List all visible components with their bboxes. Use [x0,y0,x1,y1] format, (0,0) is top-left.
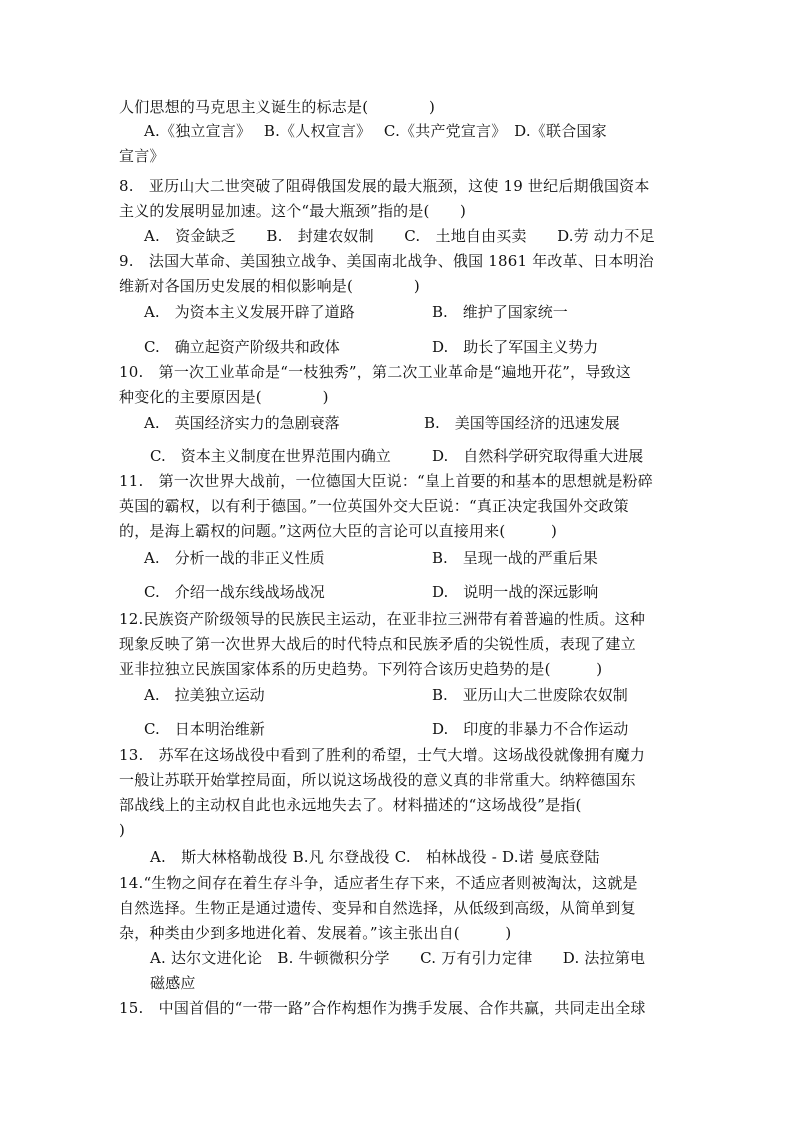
q12-option-b: B. 亚历山大二世废除农奴制 [432,686,628,704]
q7-options-cont: 宣言》 [119,147,165,165]
q11-option-a: A. 分析一战的非正义性质 [144,549,325,567]
q10-stem-line1: 10. 第一次工业革命是“一枝独秀”，第二次工业革命是“遍地开花”，导致这 [119,363,631,381]
q11-stem-line1: 11. 第一次世界大战前，一位德国大臣说：“皇上首要的和基本的思想就是粉碎 [119,472,653,490]
q14-options: A. 达尔文进化论 B. 牛顿微积分学 C. 万有引力定律 D. 法拉第电 [150,949,646,967]
q10-option-b: B. 美国等国经济的迅速发展 [424,414,620,432]
q12-stem-line3: 亚非拉独立民族国家体系的历史趋势。下列符合该历史趋势的是( ) [119,660,603,678]
q13-stem-line2: 一般让苏联开始掌控局面，所以说这场战役的意义真的非常重大。纳粹德国东 [119,771,636,789]
q10-option-d: D. 自然科学研究取得重大进展 [432,447,644,465]
q7-options: A.《独立宣言》 B.《人权宣言》 C.《共产党宣言》 D.《联合国家 [144,122,607,140]
q10-option-c: C. 资本主义制度在世界范围内确立 [150,447,391,465]
q9-stem-line2: 维新对各国历史发展的相似影响是( ) [119,277,420,295]
q11-stem-line2: 英国的霸权，以有利于德国。”一位英国外交大臣说：“真正决定我国外交政策 [119,497,629,515]
q11-option-c: C. 介绍一战东线战场战况 [144,583,325,601]
q14-stem-line2: 自然选择。生物正是通过遗传、变异和自然选择，从低级到高级，从简单到复 [119,899,636,917]
q13-stem-line4: ) [119,821,126,839]
q13-options: A. 斯大林格勒战役 B.凡 尔登战役 C. 柏林战役 - D.诺 曼底登陆 [150,848,600,866]
q10-option-a: A. 英国经济实力的急剧衰落 [144,414,340,432]
q8-stem-line2: 主义的发展明显加速。这个“最大瓶颈”指的是( ) [119,202,467,220]
q8-options: A. 资金缺乏 B. 封建农奴制 C. 土地自由买卖 D.劳 动力不足 [144,227,655,245]
q14-options-cont: 磁感应 [150,974,196,992]
q9-option-b: B. 维护了国家统一 [432,303,568,321]
q14-stem-line1: 14.“生物之间存在着生存斗争，适应者生存下来，不适应者则被淘汰，这就是 [119,874,638,892]
q7-stem-tail: 人们思想的马克思主义诞生的标志是( ) [119,98,436,116]
q9-stem-line1: 9. 法国大革命、美国独立战争、美国南北战争、俄国 1861 年改革、日本明治 [119,252,654,270]
q11-stem-line3: 的，是海上霸权的问题。”这两位大臣的言论可以直接用来( ) [119,522,558,540]
q12-stem-line1: 12.民族资产阶级领导的民族民主运动，在亚非拉三洲带有着普遍的性质。这种 [119,610,646,628]
q12-option-a: A. 拉美独立运动 [144,686,265,704]
q11-option-d: D. 说明一战的深远影响 [432,583,599,601]
q13-stem-line3: 部战线上的主动权自此也永远地失去了。材料描述的“这场战役”是指( [119,796,582,814]
q9-option-a: A. 为资本主义发展开辟了道路 [144,303,355,321]
q12-option-d: D. 印度的非暴力不合作运动 [432,720,629,738]
q8-stem-line1: 8. 亚历山大二世突破了阻碍俄国发展的最大瓶颈，这使 19 世纪后期俄国资本 [119,177,650,195]
q11-option-b: B. 呈现一战的严重后果 [432,549,598,567]
q10-stem-line2: 种变化的主要原因是( ) [119,388,329,406]
q14-stem-line3: 杂，种类由少到多地进化着、发展着。”该主张出自( ) [119,924,512,942]
q13-stem-line1: 13. 苏军在这场战役中看到了胜利的希望，士气大增。这场战役就像拥有魔力 [119,746,646,764]
q12-option-c: C. 日本明治维新 [144,720,265,738]
q15-stem-line1: 15. 中国首倡的“一带一路”合作构想作为携手发展、合作共赢，共同走出全球 [119,999,646,1017]
q9-option-c: C. 确立起资产阶级共和政体 [144,338,340,356]
q12-stem-line2: 现象反映了第一次世界大战后的时代特点和民族矛盾的尖锐性质，表现了建立 [119,635,636,653]
q9-option-d: D. 助长了军国主义势力 [432,338,599,356]
